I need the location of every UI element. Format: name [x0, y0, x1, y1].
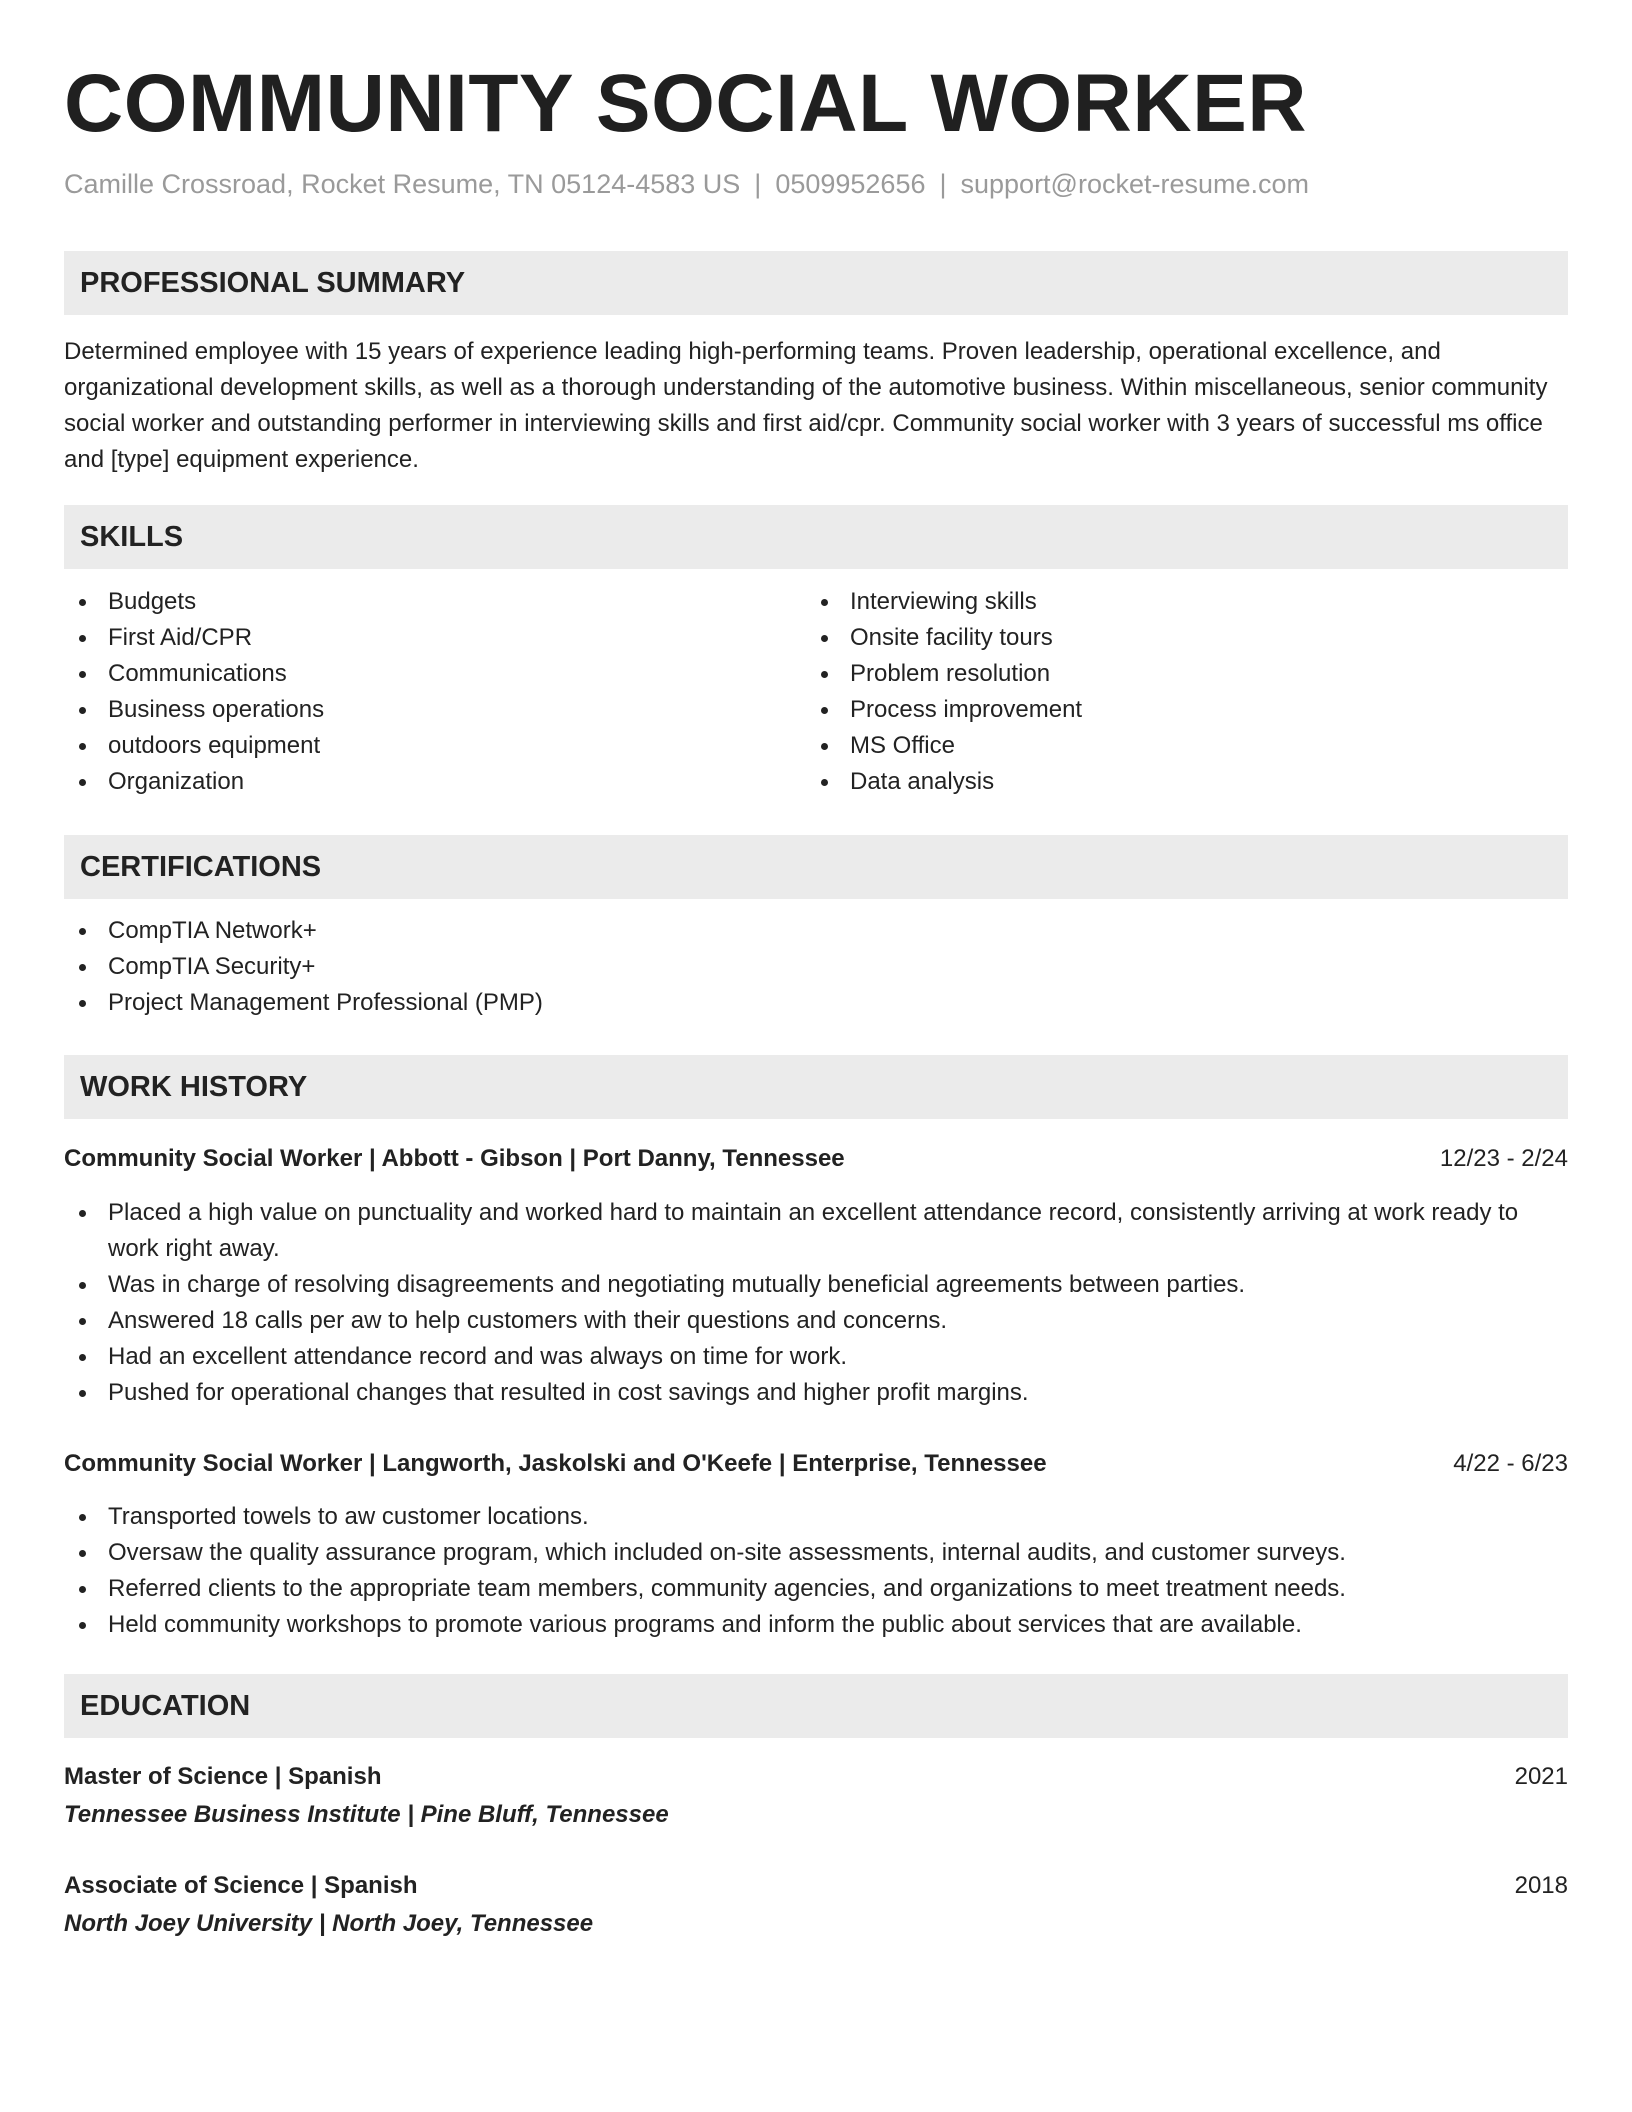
bullet-icon: [79, 1622, 86, 1629]
bullet-icon: [79, 707, 86, 714]
section-title: SKILLS: [80, 521, 184, 553]
education-year: 2018: [1514, 1872, 1568, 1899]
education-year: 2021: [1514, 1763, 1568, 1790]
section-title: WORK HISTORY: [80, 1071, 308, 1103]
bullet-icon: [79, 671, 86, 678]
bullet-icon: [79, 779, 86, 786]
resume-title: COMMUNITY SOCIAL WORKER: [64, 58, 1308, 149]
skill-item: First Aid/CPR: [64, 620, 764, 656]
job-bullet: Answered 18 calls per aw to help customers with their questions and concerns.: [64, 1303, 1568, 1339]
job-bullets: [64, 1195, 1568, 1411]
bullet-icon: [79, 964, 86, 971]
section-header-work-history: [64, 1055, 1568, 1119]
bullet-icon: [821, 635, 828, 642]
bullet-icon: [821, 779, 828, 786]
contact-email: support@rocket-resume.com: [960, 169, 1310, 199]
bullet-icon: [79, 1000, 86, 1007]
section-header-education: [64, 1674, 1568, 1738]
job-bullet: Referred clients to the appropriate team members, community agencies, and organizations to meet treatment needs.: [64, 1571, 1568, 1607]
bullet-icon: [79, 1550, 86, 1557]
certification-item: CompTIA Security+: [64, 949, 1568, 985]
job-title: Community Social Worker | Langworth, Jaskolski and O'Keefe | Enterprise, Tennessee: [64, 1450, 1047, 1477]
bullet-icon: [79, 599, 86, 606]
bullet-icon: [79, 928, 86, 935]
bullet-icon: [79, 1354, 86, 1361]
bullet-icon: [821, 671, 828, 678]
skills-list-right: [806, 584, 1506, 800]
job-bullet: Was in charge of resolving disagreements and negotiating mutually beneficial agreements between parties.: [64, 1267, 1568, 1303]
job-bullet: Transported towels to aw customer locations.: [64, 1499, 1568, 1535]
education-school: North Joey University | North Joey, Tennessee: [64, 1910, 594, 1937]
education-degree: Associate of Science | Spanish: [64, 1872, 418, 1899]
bullet-icon: [79, 1514, 86, 1521]
bullet-icon: [79, 1210, 86, 1217]
job-title: Community Social Worker | Abbott - Gibson | Port Danny, Tennessee: [64, 1145, 845, 1172]
section-title: CERTIFICATIONS: [80, 851, 322, 883]
skill-item: Communications: [64, 656, 764, 692]
job-bullet: Had an excellent attendance record and was always on time for work.: [64, 1339, 1568, 1375]
bullet-icon: [821, 707, 828, 714]
certification-item: CompTIA Network+: [64, 913, 1568, 949]
skill-item: Organization: [64, 764, 764, 800]
skill-item: MS Office: [806, 728, 1506, 764]
summary-text: Determined employee with 15 years of experience leading high-performing teams. Proven leadership, operational excellence, and organizational development skills, as well as a thorough understanding of the automotive business. Within miscellaneous, senior community social worker and outstanding performer in interviewing skills and first aid/cpr. Community social worker with 3 years of successful ms office and [type] equipment experience.: [64, 338, 1548, 473]
skill-item: Onsite facility tours: [806, 620, 1506, 656]
section-header-summary: [64, 251, 1568, 315]
bullet-icon: [79, 1390, 86, 1397]
job-bullet: Pushed for operational changes that resulted in cost savings and higher profit margins.: [64, 1375, 1568, 1411]
bullet-icon: [821, 743, 828, 750]
job-bullets: [64, 1499, 1568, 1643]
job-bullet: Held community workshops to promote various programs and inform the public about services that are available.: [64, 1607, 1568, 1643]
certification-item: Project Management Professional (PMP): [64, 985, 1568, 1021]
bullet-icon: [79, 1586, 86, 1593]
bullet-icon: [821, 599, 828, 606]
contact-line: [64, 166, 1309, 202]
certifications-list: [64, 913, 1568, 1021]
contact-phone: 0509952656: [775, 169, 926, 199]
bullet-icon: [79, 1318, 86, 1325]
section-header-certifications: [64, 835, 1568, 899]
education-school: Tennessee Business Institute | Pine Bluff, Tennessee: [64, 1801, 669, 1828]
section-title: EDUCATION: [80, 1690, 251, 1722]
contact-separator: |: [939, 169, 947, 199]
skill-item: Budgets: [64, 584, 764, 620]
job-dates: 4/22 - 6/23: [1453, 1450, 1568, 1477]
contact-separator: |: [754, 169, 762, 199]
skill-item: Problem resolution: [806, 656, 1506, 692]
job-bullet: Oversaw the quality assurance program, which included on-site assessments, internal audits, and customer surveys.: [64, 1535, 1568, 1571]
skill-item: Data analysis: [806, 764, 1506, 800]
job-dates: 12/23 - 2/24: [1439, 1145, 1568, 1172]
section-header-skills: [64, 505, 1568, 569]
skill-item: outdoors equipment: [64, 728, 764, 764]
section-title: PROFESSIONAL SUMMARY: [80, 267, 466, 299]
skill-item: Interviewing skills: [806, 584, 1506, 620]
contact-address: Camille Crossroad, Rocket Resume, TN 05124-4583 US: [64, 169, 741, 199]
job-bullet: Placed a high value on punctuality and worked hard to maintain an excellent attendance record, consistently arriving at work ready to work right away.: [64, 1195, 1568, 1267]
skill-item: Process improvement: [806, 692, 1506, 728]
skill-item: Business operations: [64, 692, 764, 728]
bullet-icon: [79, 743, 86, 750]
bullet-icon: [79, 1282, 86, 1289]
skills-list-left: [64, 584, 764, 800]
education-degree: Master of Science | Spanish: [64, 1763, 382, 1790]
bullet-icon: [79, 635, 86, 642]
